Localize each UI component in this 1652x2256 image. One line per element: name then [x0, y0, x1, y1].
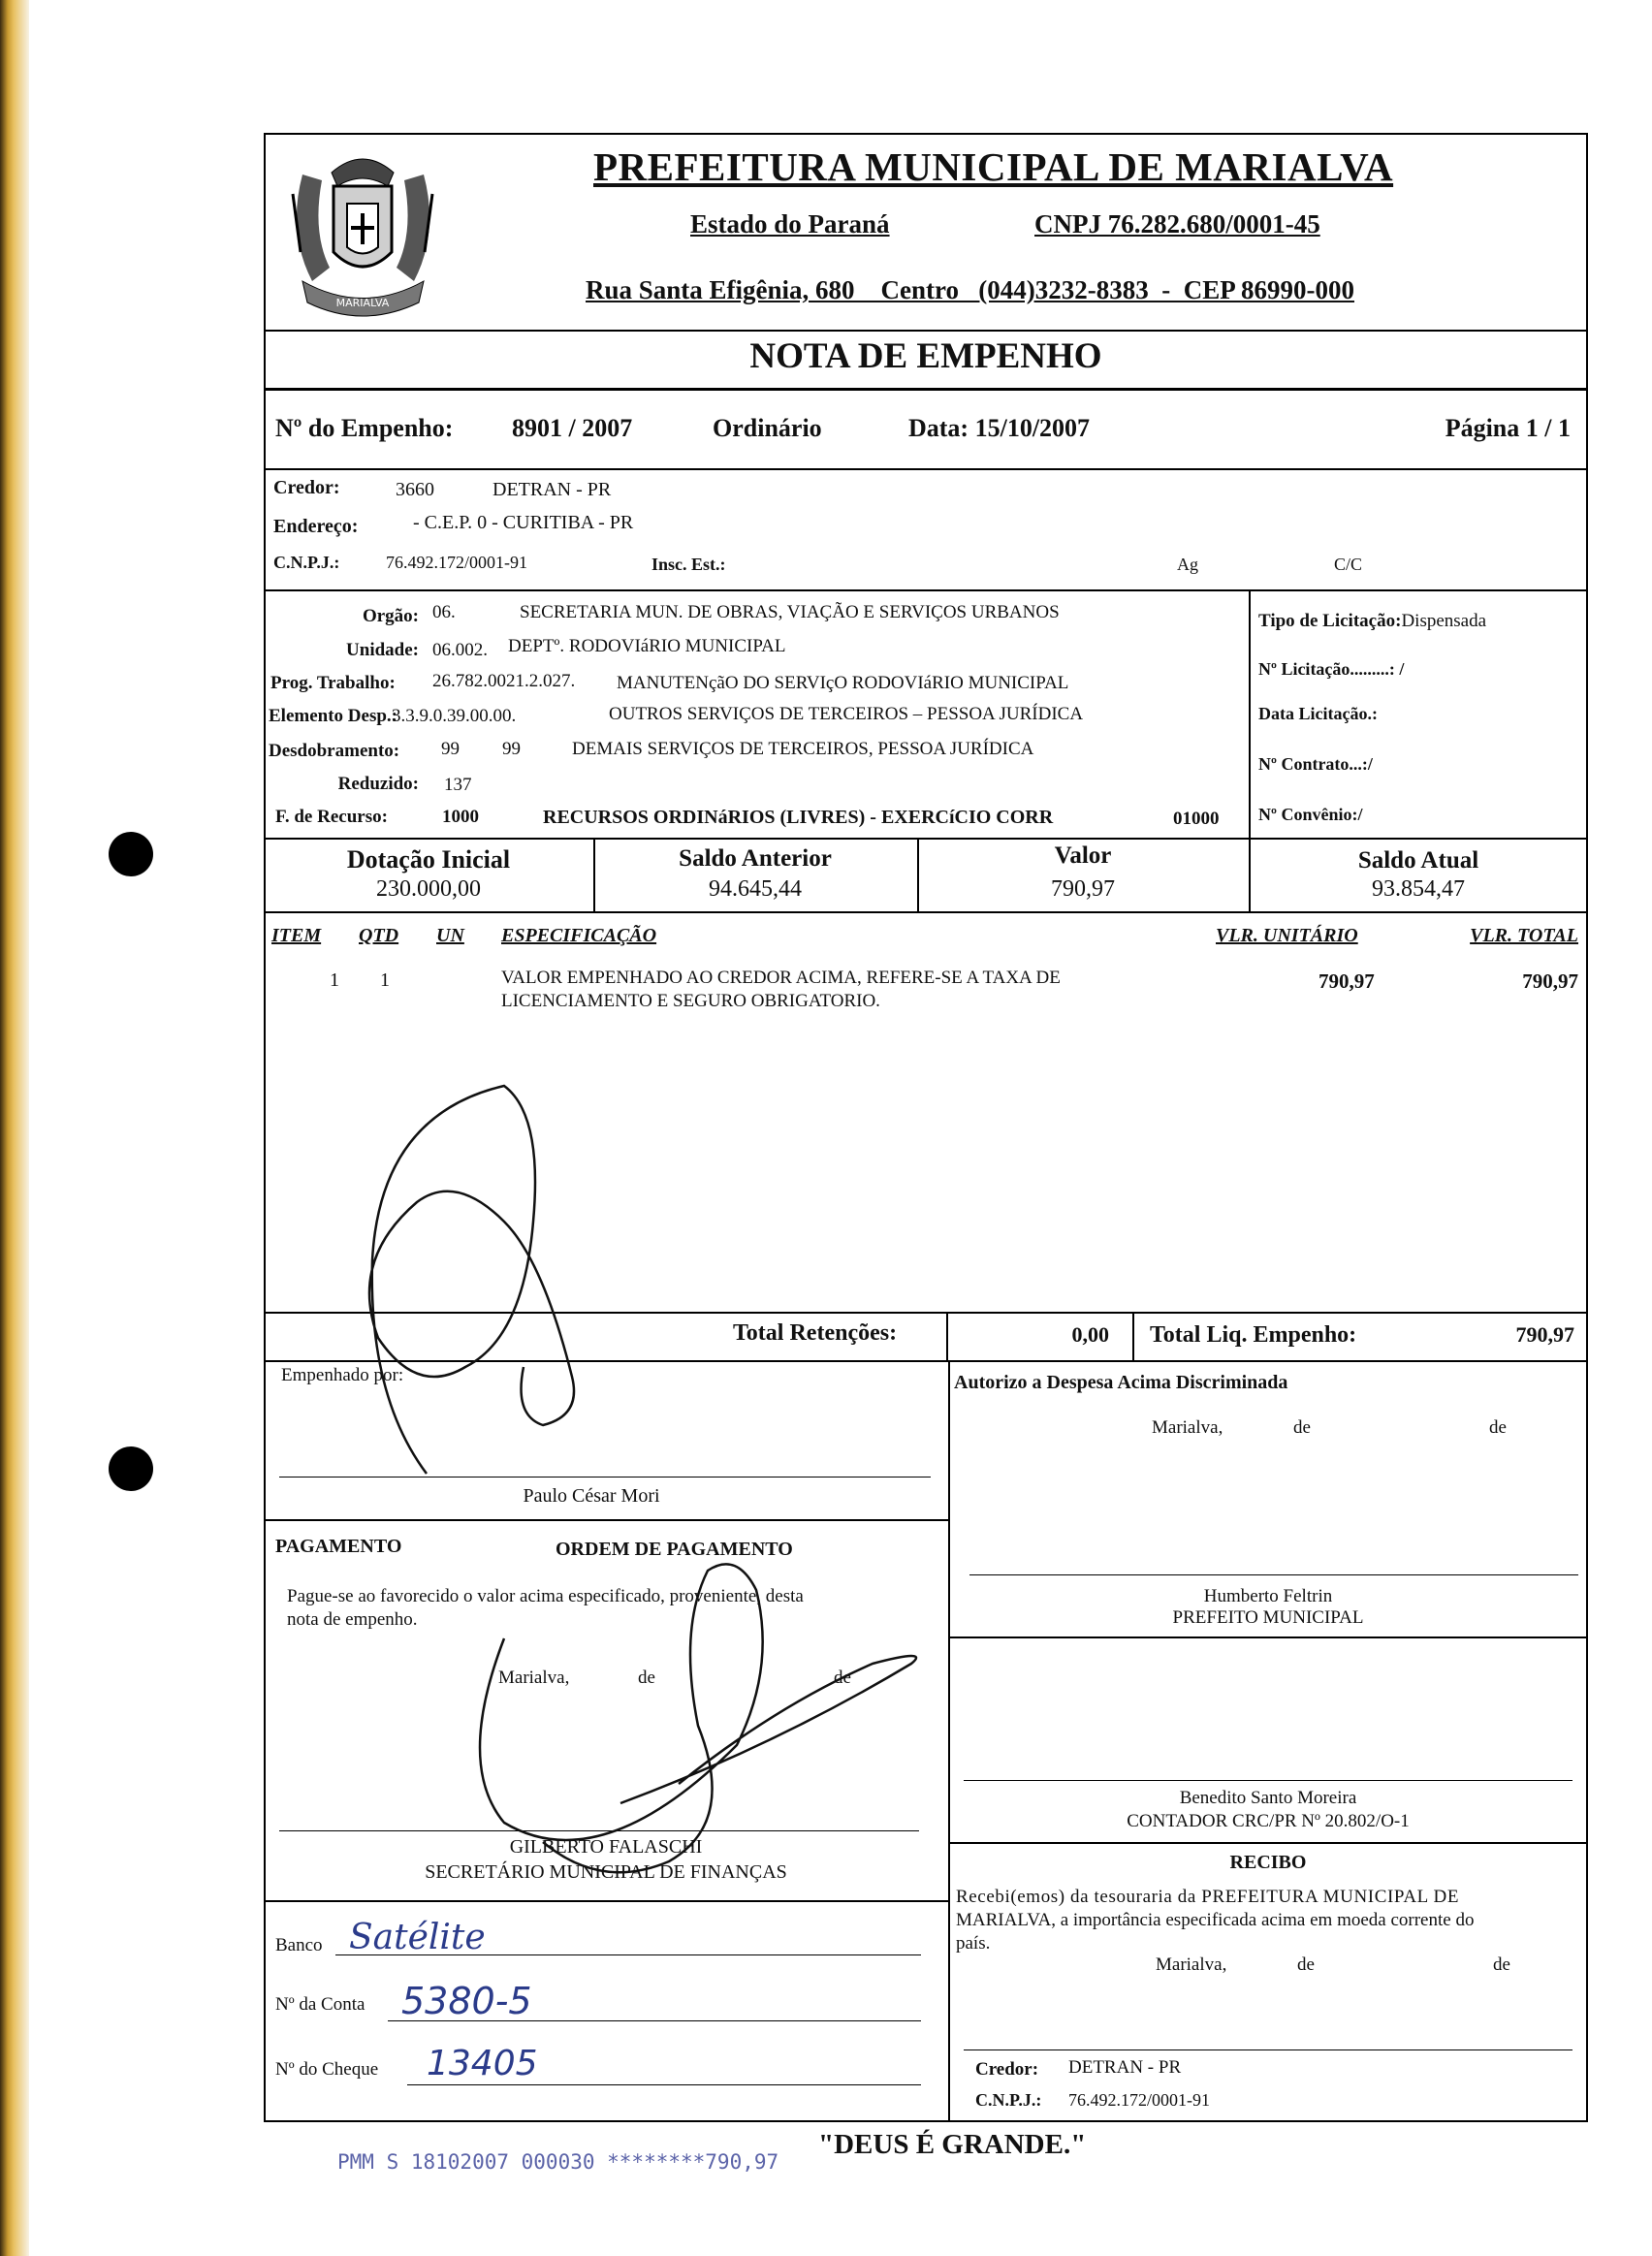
pagamento-text-line-2: nota de empenho.: [287, 1609, 418, 1630]
item-description-line-2: LICENCIAMENTO E SEGURO OBRIGATORIO.: [501, 991, 880, 1011]
saldo-atual-value: 93.854,47: [1372, 876, 1465, 902]
items-header-vlr-unitario: VLR. UNITÁRIO: [1216, 925, 1358, 946]
recibo-credor-label: Credor:: [975, 2059, 1039, 2080]
empenho-number-label: Nº do Empenho:: [275, 414, 454, 442]
dotacao-inicial-value: 230.000,00: [376, 876, 481, 902]
insc-est-label: Insc. Est.:: [651, 555, 726, 574]
autorizo-de-2: de: [1489, 1417, 1507, 1438]
elemento-desp-code: 3.3.9.0.39.00.00.: [392, 706, 517, 726]
banco-value: Satélite: [349, 1918, 486, 1957]
autorizo-city: Marialva,: [1152, 1417, 1223, 1438]
desdobramento-desc: DEMAIS SERVIÇOS DE TERCEIROS, PESSOA JURÍDICA: [572, 739, 1034, 759]
unidade-desc: DEPTº. RODOVIáRIO MUNICIPAL: [508, 636, 786, 656]
header-cnpj: CNPJ 76.282.680/0001-45: [1034, 209, 1320, 238]
autorizo-title: Autorizo a Despesa Acima Discriminada: [954, 1372, 1288, 1393]
orgao-code: 06.: [432, 602, 456, 622]
item-unit-value: 790,97: [1318, 969, 1375, 993]
item-total-value: 790,97: [1522, 969, 1578, 993]
page-number: Página 1 / 1: [1445, 414, 1571, 442]
mechanical-stamp: PMM S 18102007 000030 ********790,97: [337, 2150, 779, 2174]
pagamento-de-1: de: [638, 1668, 655, 1688]
items-header-un: UN: [436, 925, 464, 946]
footer-motto: "DEUS É GRANDE.": [818, 2129, 1087, 2160]
contador-name: Benedito Santo Moreira: [1179, 1788, 1357, 1808]
fonte-recurso-code: 1000: [442, 807, 479, 827]
saldo-atual-label: Saldo Atual: [1357, 847, 1479, 874]
numero-contrato: Nº Contrato...:/: [1258, 754, 1373, 774]
header-state: Estado do Paraná: [690, 209, 890, 238]
recibo-text-line-3: país.: [956, 1933, 991, 1954]
recibo-city: Marialva,: [1156, 1954, 1227, 1975]
items-header-item: ITEM: [271, 925, 322, 946]
total-liq-empenho-label: Total Liq. Empenho:: [1150, 1322, 1357, 1348]
tipo-licitacao-label: Tipo de Licitação:: [1258, 611, 1402, 631]
conta-label: Nº da Conta: [275, 1994, 365, 2015]
credor-cnpj-label: C.N.P.J.:: [273, 553, 340, 572]
pagamento-de-2: de: [834, 1668, 851, 1688]
cheque-label: Nº do Cheque: [275, 2059, 379, 2080]
document-title: NOTA DE EMPENHO: [749, 336, 1102, 376]
empenho-type: Ordinário: [713, 414, 822, 442]
empenho-date: Data: 15/10/2007: [908, 414, 1091, 442]
data-licitacao: Data Licitação.:: [1258, 704, 1378, 723]
item-number: 1: [330, 969, 339, 991]
endereco-value: - C.E.P. 0 - CURITIBA - PR: [413, 512, 634, 533]
header-title: PREFEITURA MUNICIPAL DE MARIALVA: [593, 144, 1394, 189]
pagamento-city: Marialva,: [498, 1668, 570, 1688]
credor-name: DETRAN - PR: [492, 479, 612, 500]
total-retencoes-label: Total Retenções:: [733, 1320, 898, 1346]
total-liq-empenho-value: 790,97: [1515, 1322, 1574, 1347]
prefeito-name: Humberto Feltrin: [1203, 1586, 1333, 1606]
reduzido-value: 137: [444, 775, 472, 795]
tipo-licitacao-value: Dispensada: [1401, 611, 1487, 631]
secretario-name: GILBERTO FALASCHI: [509, 1836, 703, 1858]
conta-value: 5380-5: [401, 1980, 532, 2022]
item-description-line-1: VALOR EMPENHADO AO CREDOR ACIMA, REFERE-SE A TAXA DE: [501, 968, 1061, 988]
recibo-text-line-2: MARIALVA, a importância especificada acima em moeda corrente do: [956, 1910, 1475, 1930]
credor-code: 3660: [396, 479, 434, 500]
banco-label: Banco: [275, 1935, 323, 1955]
secretario-role: SECRETÁRIO MUNICIPAL DE FINANÇAS: [425, 1861, 787, 1883]
prog-trabalho-code: 26.782.0021.2.027.: [432, 671, 576, 691]
recibo-de-1: de: [1297, 1954, 1315, 1975]
desdobramento-b: 99: [502, 739, 521, 759]
autorizo-de-1: de: [1293, 1417, 1311, 1438]
empenho-number: 8901 / 2007: [512, 414, 633, 442]
dotacao-inicial-label: Dotação Inicial: [346, 845, 511, 874]
item-qtd: 1: [380, 969, 390, 991]
conta-corrente-label: C/C: [1334, 555, 1363, 574]
recibo-cnpj-label: C.N.P.J.:: [975, 2090, 1042, 2110]
fonte-recurso-label: F. de Recurso:: [275, 807, 388, 827]
numero-licitacao: Nº Licitação.........: /: [1258, 659, 1405, 679]
endereco-label: Endereço:: [273, 516, 359, 537]
elemento-desp-label: Elemento Desp.:: [269, 706, 397, 726]
recibo-de-2: de: [1493, 1954, 1510, 1975]
elemento-desp-desc: OUTROS SERVIÇOS DE TERCEIROS – PESSOA JURÍDICA: [609, 704, 1084, 724]
credor-label: Credor:: [273, 477, 340, 498]
pagamento-text-line-1: Pague-se ao favorecido o valor acima especificado, proveniente, desta: [287, 1586, 804, 1606]
empenhado-por-name: Paulo César Mori: [523, 1485, 660, 1507]
prog-trabalho-desc: MANUTENçãO DO SERVIçO RODOVIáRIO MUNICIPAL: [617, 673, 1069, 693]
desdobramento-label: Desdobramento:: [269, 741, 400, 761]
pagamento-label: PAGAMENTO: [275, 1536, 402, 1557]
saldo-anterior-label: Saldo Anterior: [679, 845, 832, 872]
orgao-desc: SECRETARIA MUN. DE OBRAS, VIAÇÃO E SERVIÇOS URBANOS: [520, 602, 1060, 622]
saldo-anterior-value: 94.645,44: [709, 876, 802, 902]
svg-text:MARIALVA: MARIALVA: [335, 297, 390, 309]
reduzido-label: Reduzido:: [337, 774, 419, 794]
desdobramento-a: 99: [441, 739, 460, 759]
prog-trabalho-label: Prog. Trabalho:: [270, 673, 396, 693]
recibo-credor-value: DETRAN - PR: [1068, 2057, 1182, 2078]
agencia-label: Ag: [1177, 555, 1198, 574]
items-header-especificacao: ESPECIFICAÇÃO: [501, 925, 657, 946]
total-retencoes-value: 0,00: [1071, 1322, 1109, 1347]
header-address: Rua Santa Efigênia, 680 Centro (044)3232-8383 - CEP 86990-000: [586, 275, 1354, 304]
prefeito-role: PREFEITO MUNICIPAL: [1172, 1607, 1364, 1628]
orgao-label: Orgão:: [362, 606, 419, 626]
numero-convenio: Nº Convênio:/: [1258, 805, 1363, 824]
cheque-value: 13405: [427, 2044, 538, 2083]
empenhado-signature: [369, 1086, 574, 1474]
fonte-recurso-number: 01000: [1173, 809, 1220, 829]
valor-value: 790,97: [1051, 876, 1115, 902]
fonte-recurso-desc: RECURSOS ORDINáRIOS (LIVRES) - EXERCíCIO CORR: [543, 807, 1054, 828]
ordem-pagamento-label: ORDEM DE PAGAMENTO: [556, 1539, 793, 1560]
recibo-title: RECIBO: [1229, 1852, 1307, 1873]
secretario-signature: [480, 1564, 916, 1872]
recibo-text-line-1: Recebi(emos) da tesouraria da PREFEITURA MUNICIPAL DE: [956, 1887, 1460, 1907]
credor-cnpj: 76.492.172/0001-91: [386, 553, 527, 572]
empenhado-por-label: Empenhado por:: [281, 1365, 404, 1385]
items-header-vlr-total: VLR. TOTAL: [1470, 925, 1578, 946]
contador-role: CONTADOR CRC/PR Nº 20.802/O-1: [1127, 1811, 1410, 1831]
unidade-code: 06.002.: [432, 640, 488, 660]
recibo-cnpj-value: 76.492.172/0001-91: [1068, 2090, 1210, 2110]
items-header-qtd: QTD: [359, 925, 399, 946]
unidade-label: Unidade:: [346, 640, 419, 660]
valor-label: Valor: [1054, 842, 1112, 869]
